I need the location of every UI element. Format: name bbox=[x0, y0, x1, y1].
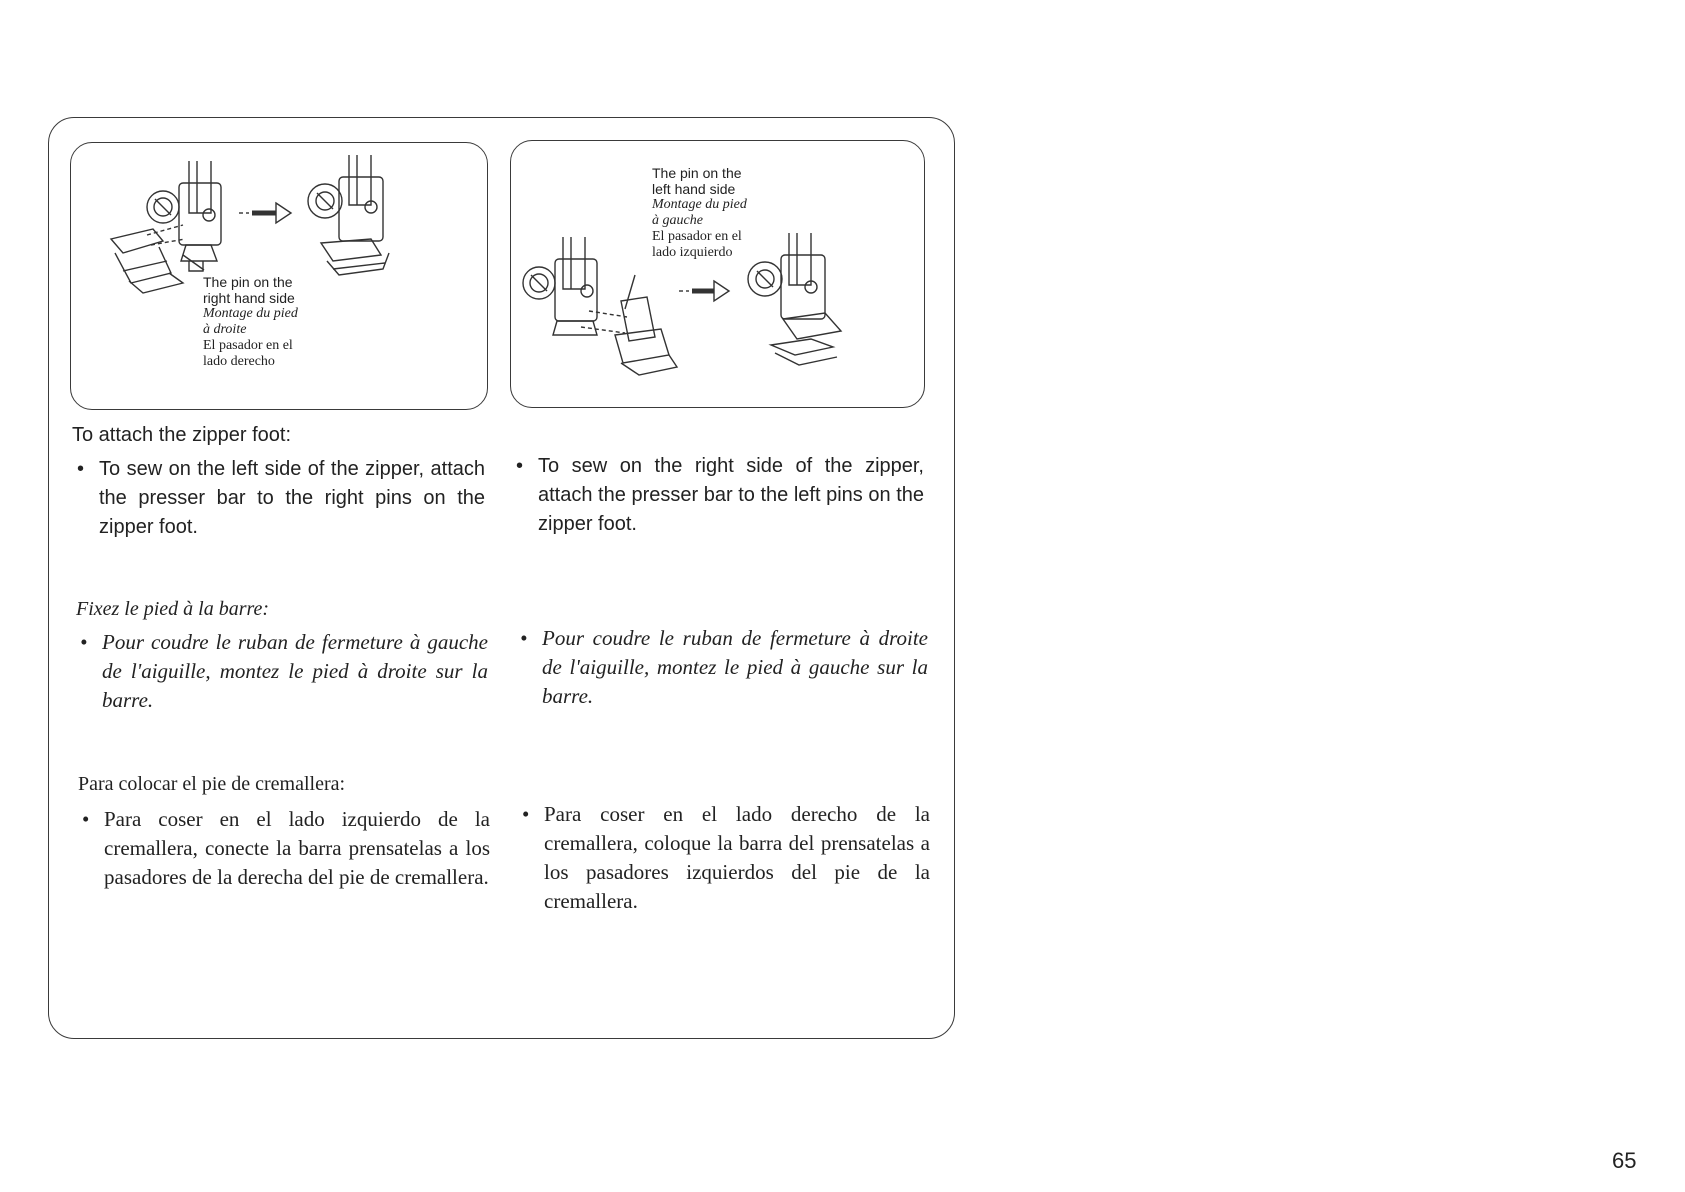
callout-en-line-2: left hand side bbox=[652, 181, 736, 197]
french-left-instruction bbox=[80, 628, 488, 715]
left-pin-callout bbox=[203, 274, 298, 370]
english-heading: To attach the zipper foot: bbox=[72, 424, 292, 446]
english-right-text: To sew on the right side of the zipper, attach the presser bar to the left pins on the zipper foot. bbox=[538, 455, 924, 535]
spanish-right-text: Para coser en el lado derecho de la cremallera, coloque la barra del prensatelas a los pasadores izquierdos del pie de la cremallera. bbox=[544, 802, 930, 913]
callout-fr-line-1: Montage du pied bbox=[203, 306, 298, 321]
french-left-text: Pour coudre le ruban de fermeture à gauche de l'aiguille, montez le pied à droite sur la barre. bbox=[102, 630, 488, 712]
callout-en-line-1: The pin on the bbox=[652, 165, 742, 181]
spanish-left-text: Para coser en el lado izquierdo de la cremallera, conecte la barra prensatelas a los pasadores de la derecha del pie de cremallera. bbox=[104, 807, 490, 889]
english-right-instruction bbox=[516, 452, 924, 539]
english-left-instruction bbox=[77, 455, 485, 542]
callout-fr-line-2: à droite bbox=[203, 322, 247, 337]
page-number: 65 bbox=[1612, 1148, 1637, 1173]
right-pin-callout bbox=[652, 165, 747, 261]
transition-arrow-icon bbox=[239, 203, 291, 223]
bullet-icon: • bbox=[516, 455, 524, 477]
callout-es-line-1: El pasador en el bbox=[203, 338, 293, 353]
bullet-icon: • bbox=[522, 802, 530, 826]
bullet-icon: • bbox=[80, 630, 88, 654]
bullet-icon: • bbox=[82, 807, 90, 831]
callout-en-line-2: right hand side bbox=[203, 290, 295, 306]
callout-fr-line-1: Montage du pied bbox=[652, 197, 747, 212]
callout-es-line-1: El pasador en el bbox=[652, 229, 742, 244]
transition-arrow-icon bbox=[679, 281, 729, 301]
english-left-text: To sew on the left side of the zipper, attach the presser bar to the right pins on the zipper foot. bbox=[99, 458, 485, 538]
callout-fr-line-2: à gauche bbox=[652, 213, 703, 228]
bullet-icon: • bbox=[77, 458, 85, 480]
bullet-icon: • bbox=[520, 626, 528, 650]
french-heading: Fixez le pied à la barre: bbox=[76, 598, 270, 620]
spanish-right-instruction bbox=[522, 800, 930, 916]
spanish-left-instruction bbox=[82, 805, 490, 892]
callout-es-line-2: lado derecho bbox=[203, 354, 275, 369]
callout-en-line-1: The pin on the bbox=[203, 274, 293, 290]
french-right-text: Pour coudre le ruban de fermeture à droite de l'aiguille, montez le pied à gauche sur la barre. bbox=[542, 626, 928, 708]
french-right-instruction bbox=[520, 624, 928, 711]
spanish-heading: Para colocar el pie de cremallera: bbox=[78, 773, 346, 795]
callout-es-line-2: lado izquierdo bbox=[652, 245, 733, 260]
